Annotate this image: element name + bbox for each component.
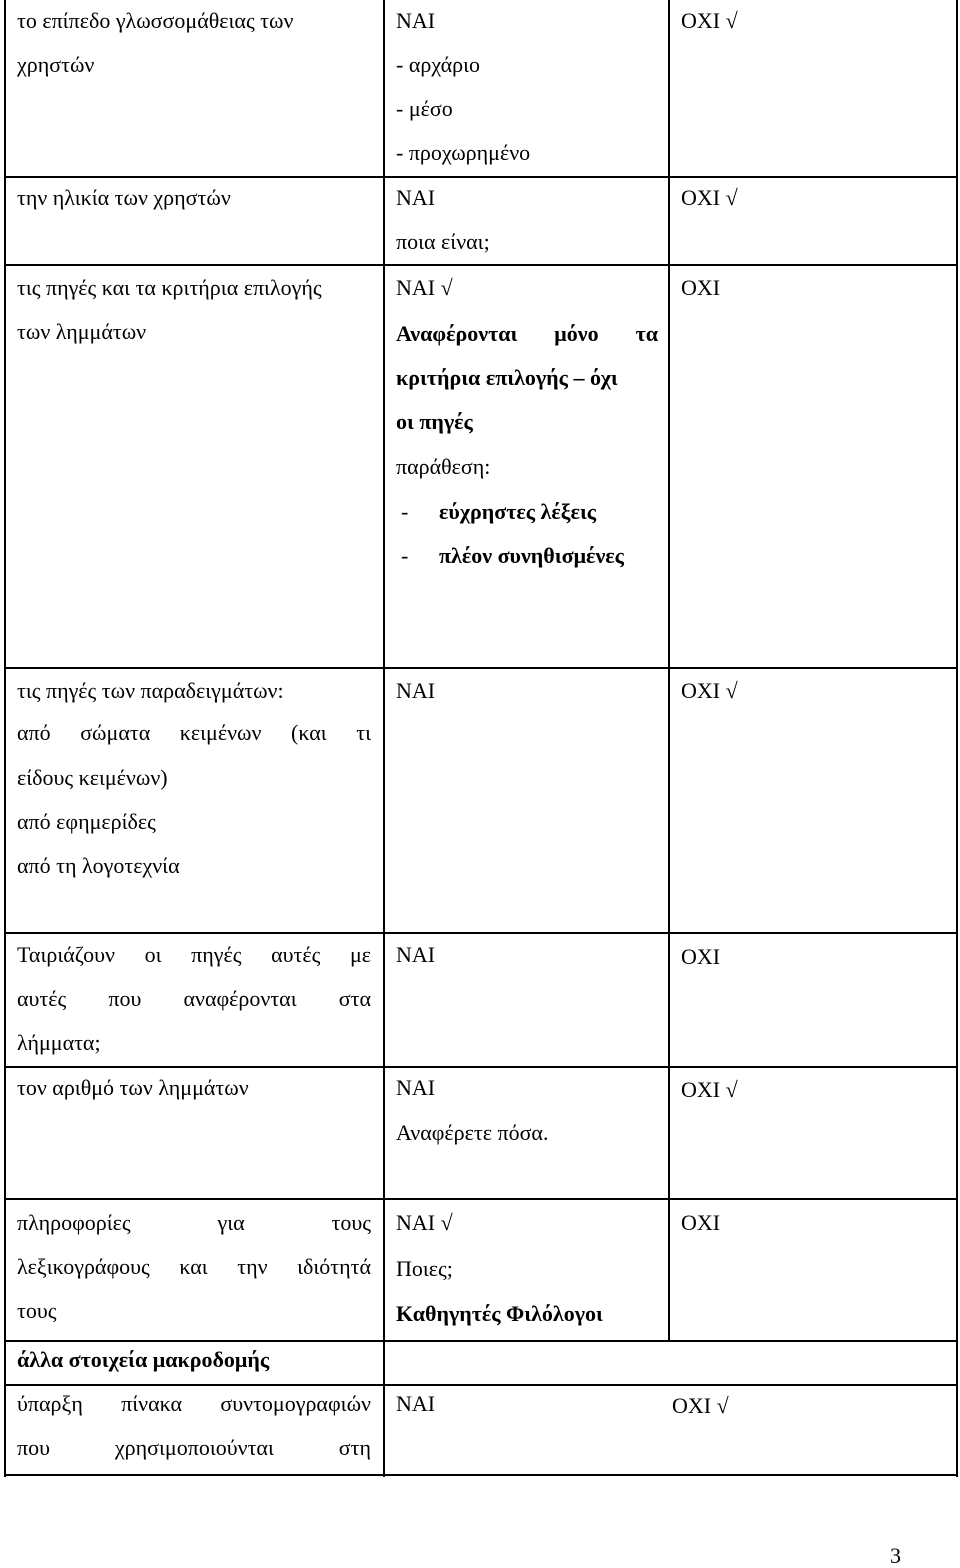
row1-col2-line: - αρχάριο bbox=[396, 52, 481, 77]
row9-col1-line: ύπαρξη πίνακα συντομογραφιών bbox=[17, 1391, 371, 1416]
row1-col1-line: το επίπεδο γλωσσομάθειας των bbox=[17, 8, 294, 33]
row3-col2-list-item: εύχρηστες λέξεις bbox=[439, 499, 597, 524]
table-border-left bbox=[4, 0, 6, 1477]
table-border-right bbox=[956, 0, 958, 1477]
row9-col3-answer: ΟΧΙ √ bbox=[672, 1393, 729, 1418]
row3-col3-answer: ΟΧΙ bbox=[681, 275, 721, 300]
row4-col1-line: είδους κειμένων) bbox=[17, 765, 168, 790]
row7-col1-line: λεξικογράφους και την ιδιότητά bbox=[17, 1254, 371, 1279]
row2-col1-line: την ηλικία των χρηστών bbox=[17, 185, 231, 210]
row6-col1-line: τον αριθμό των λημμάτων bbox=[17, 1075, 249, 1100]
row-divider bbox=[4, 176, 958, 178]
table-divider-col1 bbox=[383, 0, 385, 1477]
row4-col1-line: από τη λογοτεχνία bbox=[17, 853, 180, 878]
row-divider bbox=[4, 264, 958, 266]
row6-col2-line: Αναφέρετε πόσα. bbox=[396, 1120, 549, 1145]
row1-col2-line: - προχωρημένο bbox=[396, 140, 531, 165]
table-divider-col2 bbox=[668, 0, 670, 1342]
row9-col2-line: ΝΑΙ bbox=[396, 1391, 436, 1416]
row6-col2-line: ΝΑΙ bbox=[396, 1075, 436, 1100]
row-divider bbox=[4, 932, 958, 934]
row1-col2-line: ΝΑΙ bbox=[396, 8, 436, 33]
row7-col3-answer: ΟΧΙ bbox=[681, 1210, 721, 1235]
row9-col1-line: που χρησιμοποιούνται στη bbox=[17, 1435, 371, 1460]
row1-col3-answer: ΟΧΙ √ bbox=[681, 8, 738, 33]
row7-col2-line: Ποιες; bbox=[396, 1256, 453, 1281]
row6-col3-answer: ΟΧΙ √ bbox=[681, 1077, 738, 1102]
row3-col2-bold-line: κριτήρια επιλογής – όχι bbox=[396, 365, 618, 390]
row3-col1-line: των λημμάτων bbox=[17, 319, 147, 344]
row4-col1-line: τις πηγές των παραδειγμάτων: bbox=[17, 678, 284, 703]
row3-col2-bold-line: οι πηγές bbox=[396, 409, 473, 434]
row5-col3-answer: ΟΧΙ bbox=[681, 944, 721, 969]
row7-col2-bold-line: Καθηγητές Φιλόλογοι bbox=[396, 1301, 603, 1326]
row3-col2-bold-line: Αναφέρονται μόνο τα bbox=[396, 321, 658, 346]
row2-col2-line: ποια είναι; bbox=[396, 229, 490, 254]
row5-col1-line: αυτές που αναφέρονται στα bbox=[17, 986, 371, 1011]
list-bullet: - bbox=[401, 543, 409, 568]
row4-col1-line: από εφημερίδες bbox=[17, 809, 156, 834]
row-divider bbox=[4, 1384, 958, 1386]
row1-col1-line: χρηστών bbox=[17, 52, 95, 77]
row3-col1-line: τις πηγές και τα κριτήρια επιλογής bbox=[17, 275, 322, 300]
row-divider bbox=[4, 1066, 958, 1068]
row4-col1-line: από σώματα κειμένων (και τι bbox=[17, 720, 371, 745]
row3-col2-line: ΝΑΙ √ bbox=[396, 275, 453, 300]
table-border-bottom bbox=[4, 1474, 958, 1476]
row2-col3-answer: ΟΧΙ √ bbox=[681, 185, 738, 210]
row7-col1-line: πληροφορίες για τους bbox=[17, 1210, 371, 1235]
row7-col1-line: τους bbox=[17, 1298, 57, 1323]
row3-col2-list-item: πλέον συνηθισμένες bbox=[439, 543, 624, 568]
list-bullet: - bbox=[401, 499, 409, 524]
row5-col1-line: λήμματα; bbox=[17, 1030, 101, 1055]
row1-col2-line: - μέσο bbox=[396, 96, 453, 121]
row7-col2-line: ΝΑΙ √ bbox=[396, 1210, 453, 1235]
row-divider bbox=[4, 1340, 958, 1342]
row4-col3-answer: ΟΧΙ √ bbox=[681, 678, 738, 703]
row2-col2-line: ΝΑΙ bbox=[396, 185, 436, 210]
row-divider bbox=[4, 667, 958, 669]
page-number: 3 bbox=[890, 1543, 901, 1568]
section-heading: άλλα στοιχεία μακροδομής bbox=[17, 1347, 270, 1372]
row4-col2-line: ΝΑΙ bbox=[396, 678, 436, 703]
row3-col2-list-head: παράθεση: bbox=[396, 454, 491, 479]
row5-col1-line: Ταιριάζουν οι πηγές αυτές με bbox=[17, 942, 371, 967]
row5-col2-line: ΝΑΙ bbox=[396, 942, 436, 967]
row-divider bbox=[4, 1198, 958, 1200]
